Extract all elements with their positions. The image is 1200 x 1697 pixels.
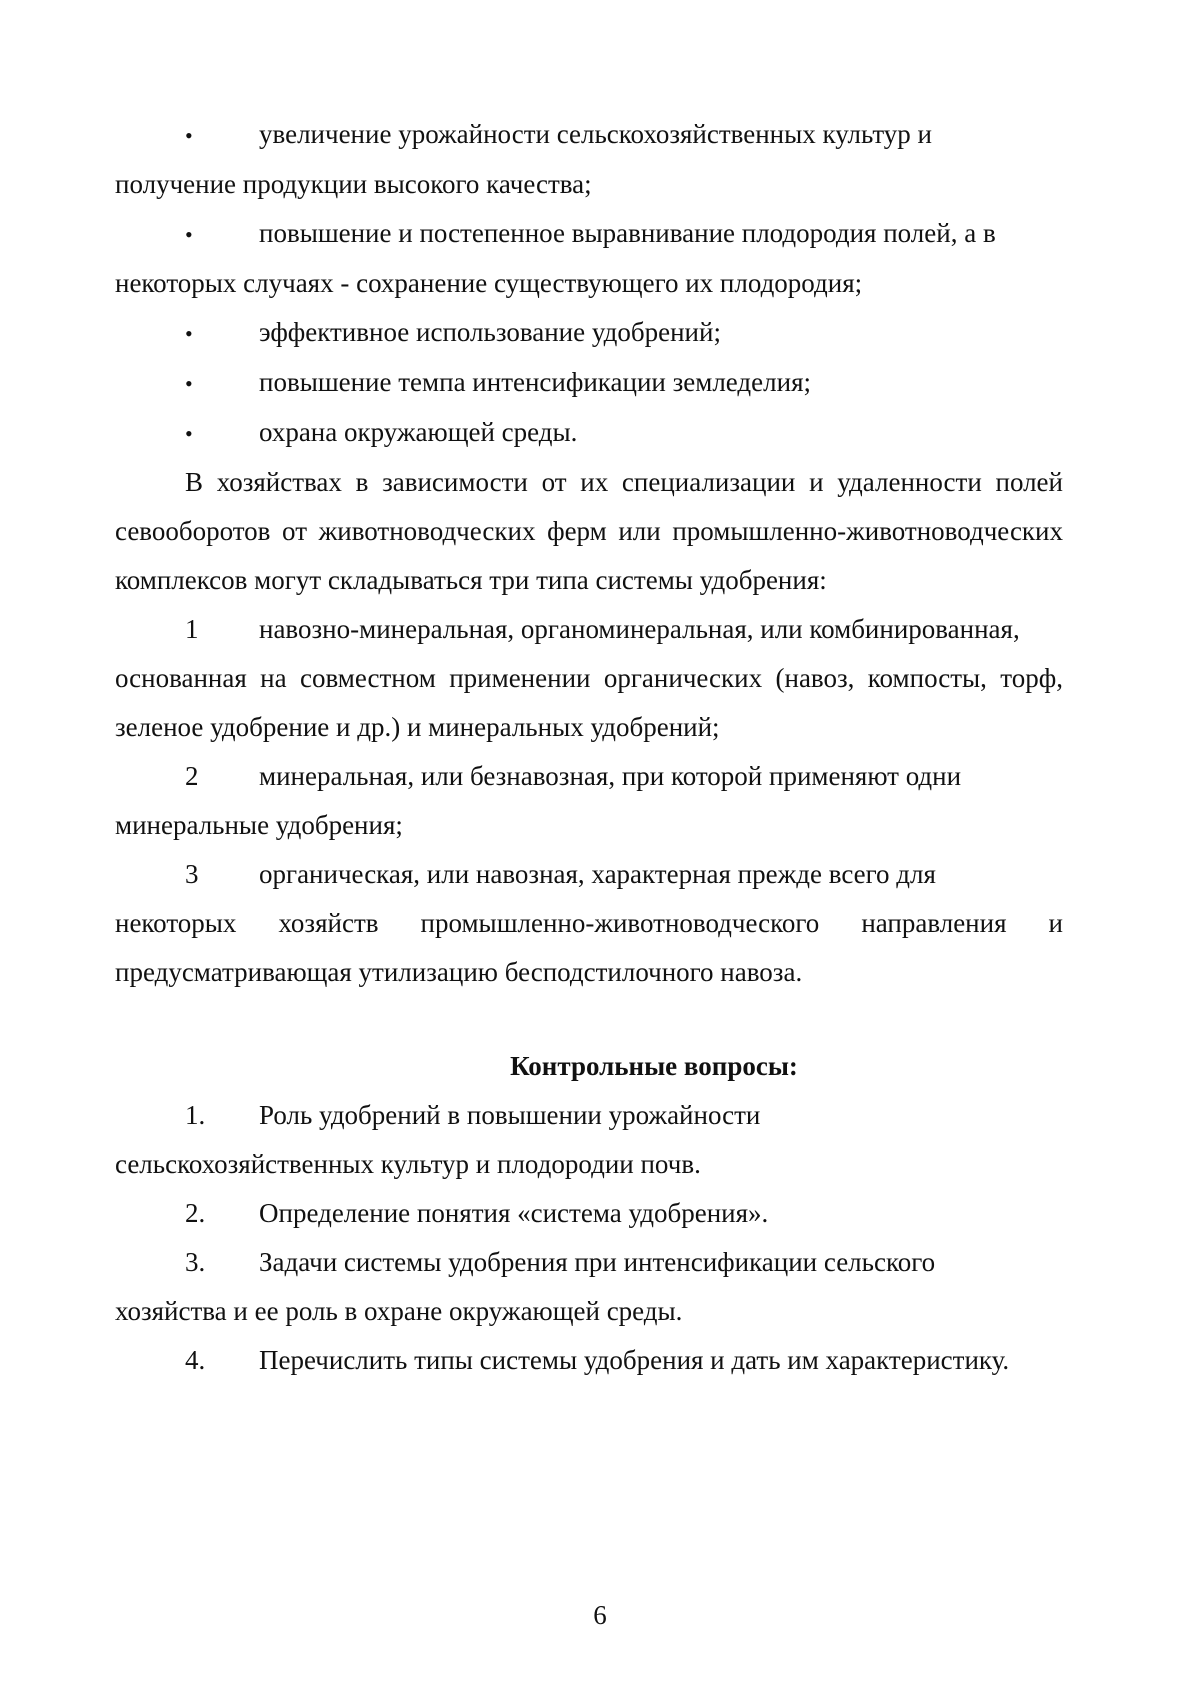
list-item-continuation: хозяйства и ее роль в охране окружающей среды. (115, 1296, 683, 1326)
list-item-text: органическая, или навозная, характерная прежде всего для (259, 859, 936, 889)
list-item-text: увеличение урожайности сельскохозяйственных культур и (259, 119, 932, 149)
list-item-number: 1. (185, 1100, 206, 1130)
section-heading: Контрольные вопросы: (510, 1051, 798, 1081)
list-item-continuation: некоторых случаях - сохранение существующего их плодородия; (115, 268, 863, 298)
list-item-continuation: получение продукции высокого качества; (115, 169, 592, 199)
list-item-number: 2 (185, 761, 199, 791)
list-item (115, 850, 1063, 899)
bullet-icon: • (185, 222, 193, 247)
list-item-continuation: основанная на совместном применении органических (навоз, компосты, торф, зеленое удобрение и др.) и минеральных удобрений; (115, 663, 1063, 742)
bullet-icon: • (185, 421, 193, 446)
list-item (115, 1336, 1063, 1385)
list-item-number: 1 (185, 614, 199, 644)
list-item-number: 3 (185, 859, 199, 889)
bullet-icon: • (185, 321, 193, 346)
list-item-continuation: минеральные удобрения; (115, 810, 403, 840)
system-types-list (115, 605, 1063, 997)
list-item (115, 1189, 1063, 1238)
list-item (115, 358, 1063, 408)
list-item-number: 4. (185, 1345, 206, 1375)
list-item-text: Роль удобрений в повышении урожайности (259, 1100, 761, 1130)
list-item-continuation: некоторых хозяйств промышленно-животноводческого направления и предусматривающая утилизацию бесподстилочного навоза. (115, 908, 1063, 987)
document-page (115, 110, 1063, 1385)
list-item (115, 752, 1063, 801)
list-item-text: минеральная, или безнавозная, при которой применяют одни (259, 761, 962, 791)
list-item-text: Определение понятия «система удобрения». (259, 1198, 769, 1228)
goals-bullet-list (115, 110, 1063, 458)
page-number: 6 (593, 1600, 607, 1630)
list-item (115, 209, 1063, 259)
list-item (115, 1238, 1063, 1287)
list-item (115, 110, 1063, 160)
list-item-continuation: сельскохозяйственных культур и плодородии почв. (115, 1149, 701, 1179)
list-item-number: 2. (185, 1198, 206, 1228)
list-item-text: охрана окружающей среды. (259, 417, 578, 447)
list-item-text: навозно-минеральная, органоминеральная, или комбинированная, (259, 614, 1020, 644)
bullet-icon: • (185, 371, 193, 396)
list-item (115, 308, 1063, 358)
bullet-icon: • (185, 123, 193, 148)
list-item-number: 3. (185, 1247, 206, 1277)
list-item-text: Задачи системы удобрения при интенсификации сельского (259, 1247, 936, 1277)
list-item (115, 605, 1063, 654)
list-item-text: Перечислить типы системы удобрения и дать им характеристику. (259, 1345, 1010, 1375)
list-item-text: повышение темпа интенсификации земледелия; (259, 367, 811, 397)
list-item-text: эффективное использование удобрений; (259, 317, 721, 347)
control-questions-list (115, 1091, 1063, 1385)
intro-paragraph: В хозяйствах в зависимости от их специализации и удаленности полей севооборотов от животноводческих ферм или промышленно-животноводческих комплексов могут складываться три типа системы удобрения: (115, 467, 1063, 595)
list-item (115, 1091, 1063, 1140)
list-item-text: повышение и постепенное выравнивание плодородия полей, а в (259, 218, 996, 248)
list-item (115, 408, 1063, 458)
